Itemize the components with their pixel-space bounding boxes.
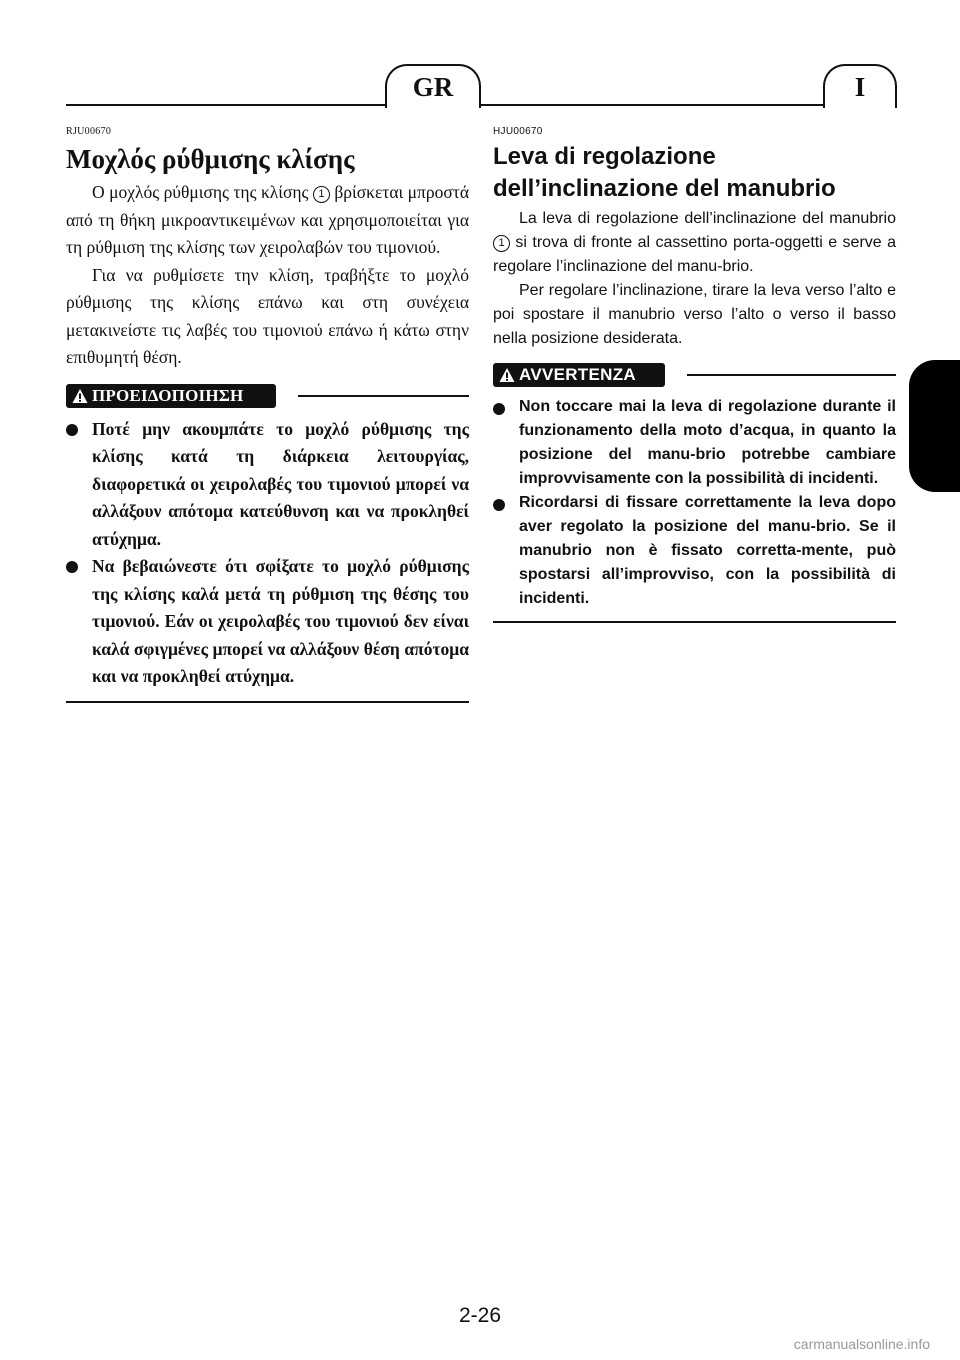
paragraph-greek-1-start: Ο μοχλός ρύθμισης της κλίσης — [92, 182, 313, 202]
warning-triangle-icon — [72, 388, 88, 404]
warning-list-greek — [66, 416, 469, 691]
list-item — [493, 395, 896, 491]
section-code-italian: HJU00670 — [493, 126, 543, 137]
callout-number-icon: 1 — [493, 235, 510, 252]
list-item-text: Ποτέ μην ακουμπάτε το μοχλό ρύθμισης της κλίσης κατά τη διάρκεια λειτουργίας, διαφορετικά οι χειρολαβές του τιμονιού μπορεί να αλλάξουν απότομα κατεύθυνση και να προκληθεί ατύχημα. — [92, 418, 469, 549]
paragraph-italian-2: Per regolare l’inclinazione, tirare la leva verso l’alto e poi spostare il manubrio verso l’alto o verso il basso nella posizione desiderata. — [493, 282, 896, 347]
list-item — [66, 553, 469, 691]
language-label-italian: I — [854, 71, 866, 102]
header-rule — [66, 104, 896, 106]
warning-end-rule-italian — [493, 621, 896, 623]
greek-column — [66, 118, 469, 703]
warning-end-rule-greek — [66, 701, 469, 703]
paragraph-greek-2: Για να ρυθμίσετε την κλίση, τραβήξτε το μοχλό ρύθμισης της κλίσης επάνω και στη συνέχεια μετακινείστε τις λαβές του τιμονιού επάνω ή κάτω στην επιθυμητή θέση. — [66, 264, 469, 367]
list-item-text: Ricordarsi di fissare correttamente la leva dopo aver regolato la posizione del manu-brio. Se il manubrio non è fissato corretta-mente, può spostarsi all’improvviso, con la possibilità di incidenti. — [519, 494, 896, 607]
chapter-edge-tab — [909, 360, 960, 492]
callout-number-icon: 1 — [313, 186, 330, 203]
bullet-icon — [66, 424, 78, 436]
list-item-text: Να βεβαιώνεστε ότι σφίξατε το μοχλό ρύθμισης της κλίσης καλά μετά τη ρύθμιση της θέσης του τιμονιού. Εάν οι χειρολαβές του τιμονιού δεν είναι καλά σφιγμένες μπορεί να αλλάξουν θέση απότομα και να προκληθεί ατύχημα. — [92, 556, 469, 686]
warning-label-greek: ΠΡΟΕΙΔΟΠΟΙΗΣΗ — [92, 385, 244, 405]
section-title-italian-line1: Leva di regolazione — [493, 143, 716, 170]
language-label-greek: GR — [412, 71, 454, 102]
section-code-greek: RJU00670 — [66, 126, 112, 137]
page-number: 2-26 — [458, 1304, 502, 1327]
section-title-greek: Μοχλός ρύθμισης κλίσης — [66, 144, 355, 174]
language-tab-italian — [823, 64, 897, 108]
watermark: carmanualsonline.info — [793, 1336, 930, 1352]
list-item — [66, 416, 469, 554]
warning-triangle-icon — [499, 367, 515, 383]
warning-label-italian: AVVERTENZA — [519, 365, 636, 384]
bullet-icon — [493, 403, 505, 415]
warning-rule-greek — [298, 395, 469, 397]
paragraph-italian-1-end: si trova di fronte al cassettino porta-oggetti e serve a regolare l’inclinazione del manu-brio. — [493, 234, 896, 275]
bullet-icon — [493, 499, 505, 511]
paragraph-italian-1-start: La leva di regolazione dell’inclinazione del manubrio — [519, 210, 896, 227]
paragraph-greek-1-end: βρίσκεται μπροστά από τη θήκη μικροαντικειμένων και χρησιμοποιείται για τη ρύθμιση της κλίσης των χειρολαβών του τιμονιού. — [66, 182, 469, 257]
italian-column — [493, 118, 896, 623]
language-tab-greek — [385, 64, 481, 108]
section-title-italian-line2: dell’inclinazione del manubrio — [493, 175, 836, 202]
list-item — [493, 491, 896, 611]
list-item-text: Non toccare mai la leva di regolazione durante il funzionamento della moto d’acqua, in quanto la posizione del manu-brio potrebbe cambiare improvvisamente con la possibilità di incidenti. — [519, 398, 896, 487]
warning-list-italian — [493, 395, 896, 611]
paragraph-italian-1 — [493, 207, 896, 279]
section-title-italian — [493, 141, 896, 205]
warning-badge-greek — [66, 384, 276, 408]
warning-badge-italian — [493, 363, 665, 387]
warning-header-italian — [493, 363, 896, 387]
bullet-icon — [66, 561, 78, 573]
warning-header-greek — [66, 384, 469, 408]
paragraph-greek-1 — [66, 179, 469, 262]
warning-rule-italian — [687, 374, 896, 376]
